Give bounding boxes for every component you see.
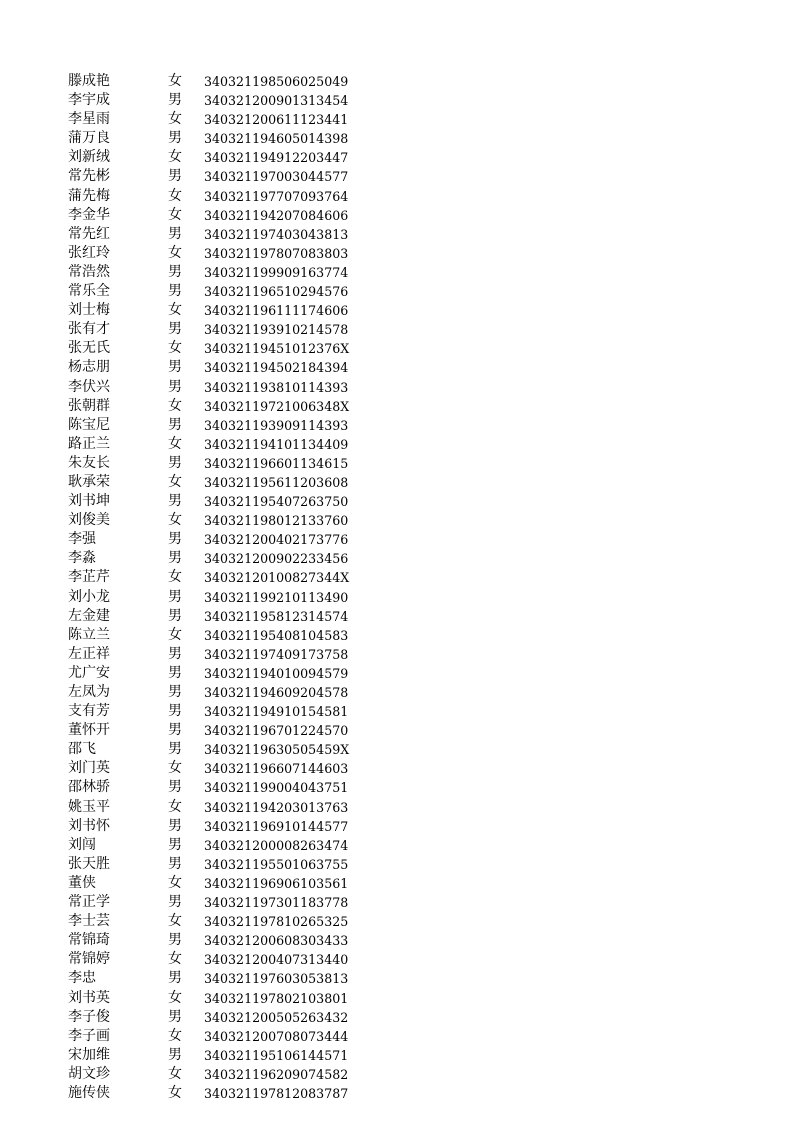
gender-cell: 男 xyxy=(168,1008,182,1025)
id-number-cell: 340321197807083803 xyxy=(204,245,349,261)
name-cell: 张红玲 xyxy=(68,244,110,261)
id-number-cell: 340321197707093764 xyxy=(204,188,349,204)
id-number-cell: 340321195407263750 xyxy=(204,494,349,510)
id-number-cell: 340321194910154581 xyxy=(204,704,349,720)
table-row xyxy=(68,320,368,339)
name-cell: 左凤为 xyxy=(68,684,110,700)
table-row xyxy=(68,588,368,607)
table-row xyxy=(68,721,368,740)
name-cell: 杨志朋 xyxy=(68,359,110,376)
name-cell: 李士芸 xyxy=(68,913,110,930)
gender-cell: 男 xyxy=(168,92,182,109)
gender-cell: 女 xyxy=(168,1065,182,1082)
table-row xyxy=(68,626,368,645)
name-cell: 陈立兰 xyxy=(68,626,110,643)
gender-cell: 女 xyxy=(168,73,182,89)
gender-cell: 男 xyxy=(168,741,182,758)
gender-cell: 男 xyxy=(168,894,182,911)
table-row xyxy=(68,989,368,1008)
table-row xyxy=(68,1027,368,1046)
gender-cell: 男 xyxy=(168,817,182,834)
table-row xyxy=(68,358,368,377)
id-number-cell: 340321194207084606 xyxy=(204,207,349,223)
gender-cell: 男 xyxy=(168,607,182,624)
table-row xyxy=(68,1084,368,1103)
table-row xyxy=(68,244,368,263)
gender-cell: 女 xyxy=(168,340,182,357)
name-cell: 刘闯 xyxy=(68,836,96,853)
table-row xyxy=(68,798,368,817)
name-cell: 蒲万良 xyxy=(68,130,110,147)
gender-cell: 男 xyxy=(168,588,182,605)
name-cell: 常先红 xyxy=(68,225,110,242)
id-number-cell: 340321196601134615 xyxy=(204,455,349,471)
table-row xyxy=(68,874,368,893)
gender-cell: 女 xyxy=(168,187,182,204)
gender-cell: 女 xyxy=(168,512,182,529)
id-number-cell: 340321196906103561 xyxy=(204,875,349,891)
id-number-cell: 340321197301183778 xyxy=(204,895,349,911)
gender-cell: 女 xyxy=(168,760,182,777)
name-cell: 刘书怀 xyxy=(68,817,110,834)
table-row xyxy=(68,568,368,587)
table-row xyxy=(68,110,368,129)
gender-cell: 男 xyxy=(168,779,182,796)
id-number-cell: 340321199909163774 xyxy=(204,264,349,280)
id-number-cell: 340321196510294576 xyxy=(204,284,349,300)
table-row xyxy=(68,817,368,836)
gender-cell: 女 xyxy=(168,913,182,930)
table-row xyxy=(68,740,368,759)
gender-cell: 女 xyxy=(168,989,182,1006)
table-row xyxy=(68,206,368,225)
gender-cell: 女 xyxy=(168,302,182,319)
name-cell: 常先彬 xyxy=(68,168,110,185)
gender-cell: 男 xyxy=(168,130,182,147)
id-number-cell: 340321194203013763 xyxy=(204,799,349,815)
gender-cell: 男 xyxy=(168,263,182,280)
table-row xyxy=(68,759,368,778)
id-number-cell: 340321199210113490 xyxy=(204,589,349,605)
gender-cell: 男 xyxy=(168,664,182,681)
name-cell: 刘新绒 xyxy=(68,149,110,166)
table-row xyxy=(68,187,368,206)
gender-cell: 男 xyxy=(168,225,182,242)
id-number-cell: 340321199004043751 xyxy=(204,780,349,796)
roster-table xyxy=(68,72,368,1103)
name-cell: 常锦琦 xyxy=(68,932,110,949)
table-row xyxy=(68,301,368,320)
gender-cell: 男 xyxy=(168,550,182,567)
gender-cell: 男 xyxy=(168,1046,182,1063)
gender-cell: 女 xyxy=(168,206,182,223)
name-cell: 刘士梅 xyxy=(68,302,110,319)
gender-cell: 女 xyxy=(168,149,182,166)
id-number-cell: 340321200902233456 xyxy=(204,551,349,567)
name-cell: 刘小龙 xyxy=(68,588,110,605)
name-cell: 李芷芹 xyxy=(68,569,110,586)
id-number-cell: 340321196910144577 xyxy=(204,818,349,834)
id-number-cell: 340321194502184394 xyxy=(204,360,349,376)
id-number-cell: 340321200407313440 xyxy=(204,952,349,968)
table-row xyxy=(68,378,368,397)
name-cell: 董怀开 xyxy=(68,722,110,739)
id-number-cell: 340321195812314574 xyxy=(204,608,349,624)
id-number-cell: 340321197003044577 xyxy=(204,169,349,185)
gender-cell: 女 xyxy=(168,1084,182,1101)
name-cell: 李金华 xyxy=(68,206,110,223)
gender-cell: 男 xyxy=(168,531,182,548)
name-cell: 朱友长 xyxy=(68,454,110,471)
id-number-cell: 340321200708073444 xyxy=(204,1028,349,1044)
id-number-cell: 340321196111174606 xyxy=(204,303,349,319)
name-cell: 张朝群 xyxy=(68,397,110,414)
name-cell: 刘书坤 xyxy=(68,493,110,510)
name-cell: 尤广安 xyxy=(68,664,110,681)
gender-cell: 男 xyxy=(168,283,182,300)
id-number-cell: 340321195408104583 xyxy=(204,627,349,643)
name-cell: 邵林骄 xyxy=(68,779,110,796)
table-row xyxy=(68,969,368,988)
name-cell: 滕成艳 xyxy=(68,73,110,89)
id-number-cell: 340321200608303433 xyxy=(204,933,349,949)
gender-cell: 男 xyxy=(168,684,182,700)
gender-cell: 女 xyxy=(168,244,182,261)
gender-cell: 男 xyxy=(168,932,182,949)
id-number-cell: 340321193909114393 xyxy=(204,417,349,433)
gender-cell: 女 xyxy=(168,798,182,815)
id-number-cell: 340321197810265325 xyxy=(204,914,349,930)
gender-cell: 女 xyxy=(168,111,182,128)
gender-cell: 男 xyxy=(168,321,182,338)
name-cell: 宋加维 xyxy=(68,1046,110,1063)
table-row xyxy=(68,836,368,855)
id-number-cell: 340321200611123441 xyxy=(204,112,349,128)
gender-cell: 男 xyxy=(168,645,182,662)
gender-cell: 女 xyxy=(168,951,182,968)
table-row xyxy=(68,1065,368,1084)
gender-cell: 男 xyxy=(168,703,182,720)
name-cell: 路正兰 xyxy=(68,435,110,452)
id-number-cell: 340321197802103801 xyxy=(204,990,349,1006)
id-number-cell: 340321200901313454 xyxy=(204,93,349,109)
table-row xyxy=(68,893,368,912)
table-row xyxy=(68,72,368,91)
id-number-cell: 340321193810114393 xyxy=(204,379,349,395)
name-cell: 李忠 xyxy=(68,970,96,987)
gender-cell: 女 xyxy=(168,473,182,490)
table-row xyxy=(68,912,368,931)
name-cell: 刘书英 xyxy=(68,989,110,1006)
id-number-cell: 340321194609204578 xyxy=(204,685,349,700)
id-number-cell: 340321194101134409 xyxy=(204,436,349,452)
id-number-cell: 34032119451012376X xyxy=(204,341,350,357)
id-number-cell: 340321195611203608 xyxy=(204,474,349,490)
id-number-cell: 340321198506025049 xyxy=(204,74,349,89)
name-cell: 常正学 xyxy=(68,894,110,911)
table-row xyxy=(68,683,368,702)
id-number-cell: 340321197603053813 xyxy=(204,971,349,987)
name-cell: 李星雨 xyxy=(68,111,110,128)
gender-cell: 男 xyxy=(168,378,182,395)
gender-cell: 男 xyxy=(168,722,182,739)
table-row xyxy=(68,454,368,473)
table-row xyxy=(68,855,368,874)
table-row xyxy=(68,931,368,950)
id-number-cell: 34032119630505459X xyxy=(204,742,350,758)
id-number-cell: 340321200008263474 xyxy=(204,837,349,853)
gender-cell: 男 xyxy=(168,836,182,853)
gender-cell: 女 xyxy=(168,397,182,414)
table-row xyxy=(68,167,368,186)
name-cell: 蒲先梅 xyxy=(68,187,110,204)
name-cell: 张无氏 xyxy=(68,340,110,357)
id-number-cell: 340321194605014398 xyxy=(204,131,349,147)
id-number-cell: 340321197812083787 xyxy=(204,1085,349,1101)
gender-cell: 男 xyxy=(168,493,182,510)
gender-cell: 女 xyxy=(168,435,182,452)
name-cell: 左正祥 xyxy=(68,645,110,662)
gender-cell: 男 xyxy=(168,416,182,433)
gender-cell: 男 xyxy=(168,359,182,376)
id-number-cell: 340321197409173758 xyxy=(204,646,349,662)
id-number-cell: 340321196607144603 xyxy=(204,761,349,777)
name-cell: 张天胜 xyxy=(68,855,110,872)
gender-cell: 男 xyxy=(168,454,182,471)
table-row xyxy=(68,129,368,148)
id-number-cell: 340321198012133760 xyxy=(204,513,349,529)
table-row xyxy=(68,645,368,664)
name-cell: 刘俊美 xyxy=(68,512,110,529)
table-row xyxy=(68,339,368,358)
name-cell: 支有芳 xyxy=(68,703,110,720)
table-row xyxy=(68,416,368,435)
name-cell: 邵飞 xyxy=(68,741,96,758)
table-row xyxy=(68,282,368,301)
name-cell: 左金建 xyxy=(68,607,110,624)
table-row xyxy=(68,530,368,549)
name-cell: 李子画 xyxy=(68,1027,110,1044)
id-number-cell: 340321194010094579 xyxy=(204,665,349,681)
id-number-cell: 340321200505263432 xyxy=(204,1009,349,1025)
gender-cell: 女 xyxy=(168,874,182,891)
name-cell: 胡文珍 xyxy=(68,1065,110,1082)
table-row xyxy=(68,664,368,683)
name-cell: 常锦婷 xyxy=(68,951,110,968)
table-row xyxy=(68,492,368,511)
id-number-cell: 340321196701224570 xyxy=(204,723,349,739)
id-number-cell: 34032120100827344X xyxy=(204,570,350,586)
name-cell: 李子俊 xyxy=(68,1008,110,1025)
id-number-cell: 340321195501063755 xyxy=(204,856,349,872)
table-row xyxy=(68,778,368,797)
table-row xyxy=(68,1046,368,1065)
gender-cell: 男 xyxy=(168,970,182,987)
table-row xyxy=(68,950,368,969)
name-cell: 张有才 xyxy=(68,321,110,338)
table-row xyxy=(68,148,368,167)
table-row xyxy=(68,473,368,492)
table-row xyxy=(68,607,368,626)
table-row xyxy=(68,511,368,530)
name-cell: 施传侠 xyxy=(68,1084,110,1101)
gender-cell: 男 xyxy=(168,168,182,185)
gender-cell: 女 xyxy=(168,1027,182,1044)
name-cell: 陈宝尼 xyxy=(68,416,110,433)
gender-cell: 男 xyxy=(168,855,182,872)
name-cell: 刘门英 xyxy=(68,760,110,777)
name-cell: 董侠 xyxy=(68,874,96,891)
id-number-cell: 34032119721006348X xyxy=(204,398,350,414)
name-cell: 李伏兴 xyxy=(68,378,110,395)
gender-cell: 女 xyxy=(168,569,182,586)
id-number-cell: 340321196209074582 xyxy=(204,1066,349,1082)
name-cell: 耿承荣 xyxy=(68,473,110,490)
id-number-cell: 340321197403043813 xyxy=(204,226,349,242)
table-row xyxy=(68,435,368,454)
name-cell: 李淼 xyxy=(68,550,96,567)
name-cell: 李强 xyxy=(68,531,96,548)
id-number-cell: 340321195106144571 xyxy=(204,1047,349,1063)
table-row xyxy=(68,263,368,282)
table-row xyxy=(68,225,368,244)
table-row xyxy=(68,397,368,416)
name-cell: 李宇成 xyxy=(68,92,110,109)
name-cell: 常乐全 xyxy=(68,283,110,300)
id-number-cell: 340321200402173776 xyxy=(204,532,349,548)
table-row xyxy=(68,91,368,110)
id-number-cell: 340321193910214578 xyxy=(204,322,349,338)
gender-cell: 女 xyxy=(168,626,182,643)
name-cell: 姚玉平 xyxy=(68,798,110,815)
table-row xyxy=(68,549,368,568)
table-row xyxy=(68,1008,368,1027)
table-row xyxy=(68,702,368,721)
name-cell: 常浩然 xyxy=(68,263,110,280)
id-number-cell: 340321194912203447 xyxy=(204,150,349,166)
